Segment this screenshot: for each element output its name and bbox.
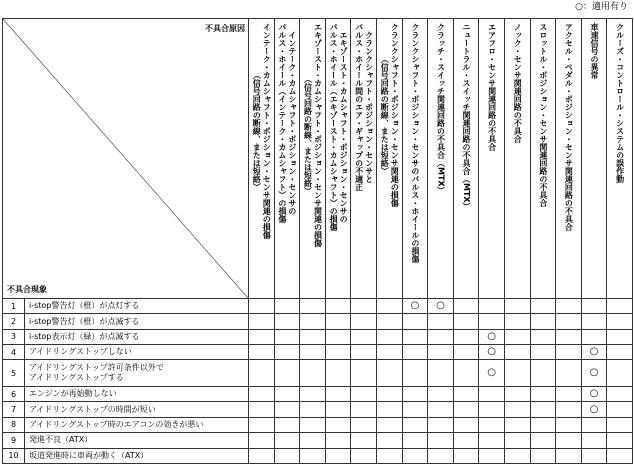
cause-text: クルーズ・コントロール・システムの誤作動: [615, 23, 625, 183]
row-number: 9: [3, 433, 25, 448]
symptom-text: アイドリングストップ時のエアコンの効きが悪い: [25, 417, 249, 432]
cause-header: [479, 19, 505, 299]
empty-cell: [556, 387, 582, 402]
empty-cell: [453, 448, 479, 463]
cause-text: スロットル・ポジション・センサ関連回路の不具合: [538, 23, 548, 207]
symptom-text: 坂道発進時に車両が動く（ATX）: [25, 448, 249, 463]
applicable-mark: ○: [581, 387, 607, 402]
table-row: [3, 402, 633, 417]
empty-cell: [530, 448, 556, 463]
empty-cell: [325, 314, 351, 329]
table-row: [3, 345, 633, 360]
cause-text: アクセル・ペダル・ポジション・センサ関連回路の不具合: [564, 23, 574, 231]
cause-header: [504, 19, 530, 299]
cause-header: [325, 19, 351, 299]
symptom-rows: [3, 299, 633, 464]
empty-cell: [249, 299, 275, 314]
applicable-mark: ○: [479, 329, 505, 344]
empty-cell: [556, 402, 582, 417]
empty-cell: [249, 402, 275, 417]
cause-header: [274, 19, 300, 299]
symptom-text: i-stop警告灯（橙）が点灯する: [25, 299, 249, 314]
empty-cell: [325, 387, 351, 402]
row-number: 4: [3, 345, 25, 360]
empty-cell: [504, 329, 530, 344]
cause-header: [530, 19, 556, 299]
empty-cell: [376, 387, 402, 402]
empty-cell: [428, 448, 454, 463]
row-number: 3: [3, 329, 25, 344]
cause-header: [428, 19, 454, 299]
cause-text: クラッチ・スイッチ関連回路の不具合（MTX）: [436, 23, 446, 195]
applicable-mark: ○: [479, 345, 505, 360]
empty-cell: [453, 360, 479, 387]
symptom-text: エンジンが再始動しない: [25, 387, 249, 402]
empty-cell: [504, 433, 530, 448]
empty-cell: [453, 329, 479, 344]
empty-cell: [376, 299, 402, 314]
empty-cell: [556, 314, 582, 329]
empty-cell: [274, 402, 300, 417]
empty-cell: [249, 329, 275, 344]
header-row: [3, 19, 633, 299]
empty-cell: [300, 345, 326, 360]
empty-cell: [428, 314, 454, 329]
empty-cell: [274, 417, 300, 432]
applicable-mark: ○: [428, 299, 454, 314]
table-row: [3, 360, 633, 387]
cause-text: エアフロ・センサ関連回路の不具合: [487, 23, 497, 151]
empty-cell: [556, 360, 582, 387]
legend: ○：適用有り: [575, 2, 628, 12]
empty-cell: [504, 345, 530, 360]
empty-cell: [479, 448, 505, 463]
empty-cell: [607, 345, 633, 360]
empty-cell: [530, 433, 556, 448]
row-number: 10: [3, 448, 25, 463]
empty-cell: [504, 314, 530, 329]
empty-cell: [351, 433, 377, 448]
empty-cell: [351, 448, 377, 463]
empty-cell: [249, 387, 275, 402]
cause-header: [351, 19, 377, 299]
empty-cell: [453, 402, 479, 417]
empty-cell: [504, 360, 530, 387]
empty-cell: [479, 299, 505, 314]
empty-cell: [402, 345, 428, 360]
empty-cell: [402, 329, 428, 344]
empty-cell: [402, 402, 428, 417]
empty-cell: [376, 448, 402, 463]
table-row: [3, 433, 633, 448]
empty-cell: [530, 417, 556, 432]
empty-cell: [402, 417, 428, 432]
empty-cell: [504, 417, 530, 432]
empty-cell: [530, 402, 556, 417]
empty-cell: [453, 314, 479, 329]
applicable-mark: ○: [581, 345, 607, 360]
symptom-text: アイドリングストップ許可条件以外で アイドリングストップする: [25, 360, 249, 387]
empty-cell: [556, 417, 582, 432]
empty-cell: [607, 329, 633, 344]
empty-cell: [504, 448, 530, 463]
applicable-mark: ○: [479, 360, 505, 387]
empty-cell: [504, 299, 530, 314]
empty-cell: [274, 387, 300, 402]
symptom-axis-label: 不具合現象: [7, 285, 47, 294]
empty-cell: [607, 448, 633, 463]
empty-cell: [325, 402, 351, 417]
empty-cell: [274, 314, 300, 329]
empty-cell: [479, 417, 505, 432]
empty-cell: [249, 433, 275, 448]
cause-header: [402, 19, 428, 299]
empty-cell: [300, 448, 326, 463]
empty-cell: [325, 299, 351, 314]
empty-cell: [325, 345, 351, 360]
empty-cell: [607, 433, 633, 448]
empty-cell: [607, 417, 633, 432]
cause-text: エキゾースト・カムシャフト・ポジション・センサの パルス・ホイール（エキゾースト・カムシャフト）の損傷: [329, 23, 349, 231]
empty-cell: [376, 329, 402, 344]
empty-cell: [274, 360, 300, 387]
cause-text: ニュートラル・スイッチ関連回路の不具合（MTX）: [462, 23, 472, 211]
empty-cell: [428, 387, 454, 402]
empty-cell: [376, 345, 402, 360]
empty-cell: [274, 345, 300, 360]
cause-header: [581, 19, 607, 299]
cause-text: インテーク・カムシャフト・ポジション・センサ関連の損傷 （信号回路の断線、または短絡）: [252, 23, 272, 239]
empty-cell: [402, 448, 428, 463]
empty-cell: [351, 299, 377, 314]
empty-cell: [376, 433, 402, 448]
empty-cell: [300, 360, 326, 387]
empty-cell: [351, 402, 377, 417]
empty-cell: [530, 299, 556, 314]
empty-cell: [402, 314, 428, 329]
empty-cell: [530, 345, 556, 360]
empty-cell: [325, 417, 351, 432]
empty-cell: [376, 402, 402, 417]
empty-cell: [274, 299, 300, 314]
empty-cell: [428, 402, 454, 417]
applicable-mark: ○: [402, 299, 428, 314]
corner-cell: [3, 19, 249, 299]
empty-cell: [530, 314, 556, 329]
empty-cell: [351, 329, 377, 344]
empty-cell: [274, 329, 300, 344]
cause-axis-label: 不具合原因: [205, 24, 245, 33]
empty-cell: [581, 314, 607, 329]
empty-cell: [581, 299, 607, 314]
row-number: 8: [3, 417, 25, 432]
empty-cell: [453, 299, 479, 314]
row-number: 7: [3, 402, 25, 417]
row-number: 5: [3, 360, 25, 387]
empty-cell: [274, 448, 300, 463]
empty-cell: [479, 402, 505, 417]
symptom-text: 発進不良（ATX）: [25, 433, 249, 448]
empty-cell: [428, 417, 454, 432]
table-row: [3, 387, 633, 402]
empty-cell: [581, 329, 607, 344]
empty-cell: [581, 448, 607, 463]
empty-cell: [300, 433, 326, 448]
symptom-text: i-stop警告灯（橙）が点滅する: [25, 314, 249, 329]
fault-matrix-table: [2, 18, 633, 464]
cause-header: [249, 19, 275, 299]
symptom-text: アイドリングストップの時間が短い: [25, 402, 249, 417]
cause-header: [453, 19, 479, 299]
cause-text: クランクシャフト・ポジション・センサのパルス・ホイールの損傷: [410, 23, 420, 263]
empty-cell: [351, 314, 377, 329]
empty-cell: [556, 433, 582, 448]
empty-cell: [351, 417, 377, 432]
empty-cell: [530, 360, 556, 387]
empty-cell: [325, 433, 351, 448]
empty-cell: [428, 345, 454, 360]
empty-cell: [607, 299, 633, 314]
empty-cell: [453, 387, 479, 402]
empty-cell: [325, 329, 351, 344]
cause-text: クランクシャフト・ポジション・センサ関連の損傷 （信号回路の断線、または短絡）: [380, 23, 400, 207]
cause-text: ノック・センサ関連回路の不具合: [513, 23, 523, 143]
empty-cell: [300, 402, 326, 417]
empty-cell: [300, 387, 326, 402]
empty-cell: [504, 387, 530, 402]
table-row: [3, 299, 633, 314]
empty-cell: [300, 329, 326, 344]
table-row: [3, 314, 633, 329]
row-number: 6: [3, 387, 25, 402]
row-number: 2: [3, 314, 25, 329]
cause-text: インテーク・カムシャフト・ポジション・センサの パルス・ホイール（インテーク・カムシャフト）の損傷: [277, 23, 297, 223]
empty-cell: [300, 314, 326, 329]
empty-cell: [556, 345, 582, 360]
empty-cell: [300, 299, 326, 314]
cause-header: [556, 19, 582, 299]
empty-cell: [479, 433, 505, 448]
empty-cell: [325, 448, 351, 463]
empty-cell: [428, 329, 454, 344]
empty-cell: [453, 417, 479, 432]
empty-cell: [249, 417, 275, 432]
empty-cell: [249, 360, 275, 387]
empty-cell: [556, 329, 582, 344]
table-row: [3, 329, 633, 344]
empty-cell: [530, 329, 556, 344]
empty-cell: [479, 387, 505, 402]
empty-cell: [351, 360, 377, 387]
empty-cell: [402, 360, 428, 387]
cause-text: クランクシャフト・ポジション・センサと パルス・ホイール間のエア・ギャップの不適正: [354, 23, 374, 191]
row-number: 1: [3, 299, 25, 314]
cause-header: [376, 19, 402, 299]
empty-cell: [325, 360, 351, 387]
empty-cell: [428, 360, 454, 387]
empty-cell: [581, 433, 607, 448]
empty-cell: [607, 360, 633, 387]
empty-cell: [249, 314, 275, 329]
applicable-mark: ○: [581, 402, 607, 417]
cause-text: エキゾースト・カムシャフト・ポジション・センサ関連の損傷 （信号回路の断線、または短絡）: [303, 23, 323, 247]
empty-cell: [428, 433, 454, 448]
empty-cell: [530, 387, 556, 402]
empty-cell: [581, 417, 607, 432]
empty-cell: [351, 387, 377, 402]
empty-cell: [376, 417, 402, 432]
cause-text: 車速信号の異常: [590, 23, 600, 79]
empty-cell: [453, 433, 479, 448]
empty-cell: [274, 433, 300, 448]
empty-cell: [607, 314, 633, 329]
empty-cell: [402, 387, 428, 402]
empty-cell: [453, 345, 479, 360]
empty-cell: [556, 299, 582, 314]
empty-cell: [504, 402, 530, 417]
table-row: [3, 417, 633, 432]
empty-cell: [300, 417, 326, 432]
symptom-text: i-stop表示灯（緑）が点滅する: [25, 329, 249, 344]
empty-cell: [402, 433, 428, 448]
empty-cell: [556, 448, 582, 463]
cause-header: [607, 19, 633, 299]
empty-cell: [351, 345, 377, 360]
table-row: [3, 448, 633, 463]
empty-cell: [249, 345, 275, 360]
empty-cell: [249, 448, 275, 463]
empty-cell: [607, 387, 633, 402]
symptom-text: アイドリングストップしない: [25, 345, 249, 360]
empty-cell: [479, 314, 505, 329]
corner-diagonal: [3, 19, 248, 298]
cause-header: [300, 19, 326, 299]
empty-cell: [376, 360, 402, 387]
applicable-mark: ○: [581, 360, 607, 387]
empty-cell: [607, 402, 633, 417]
empty-cell: [376, 314, 402, 329]
